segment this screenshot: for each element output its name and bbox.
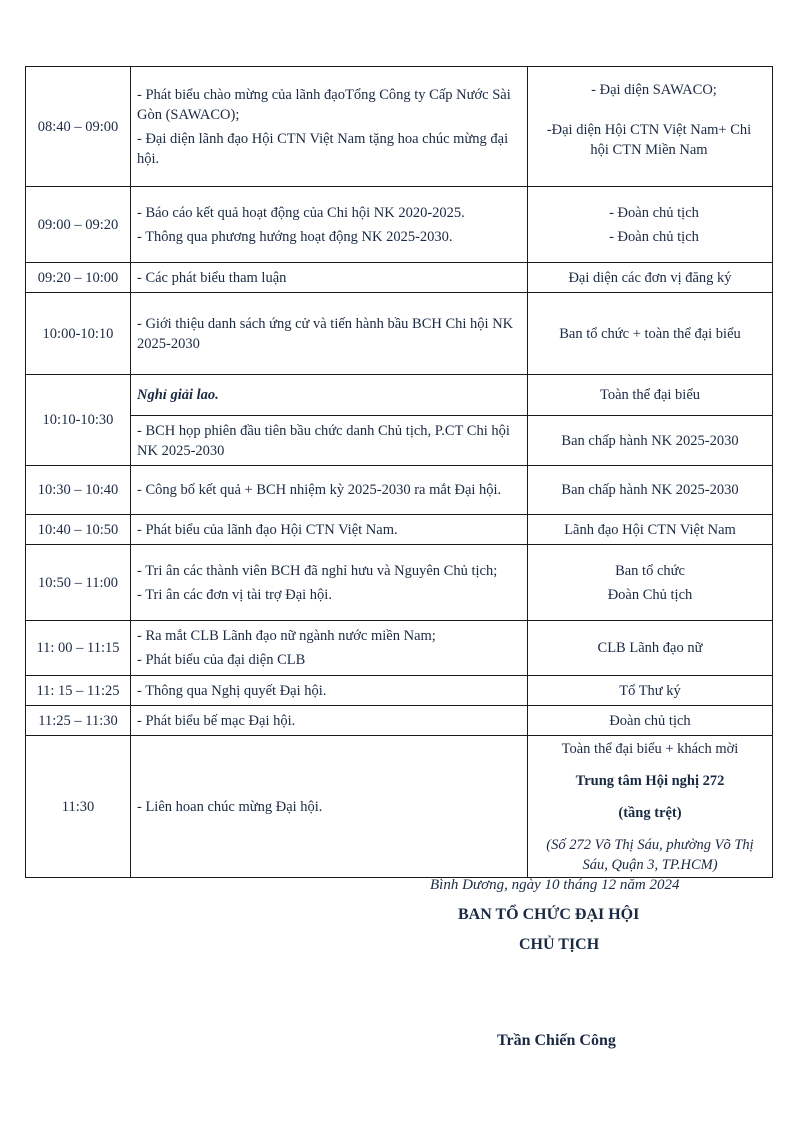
table-row: [26, 67, 773, 187]
time-cell: 10:50 – 11:00: [26, 545, 131, 621]
content-cell: Nghỉ giải lao.: [131, 375, 528, 416]
table-row: [26, 621, 773, 676]
content-cell: [131, 545, 528, 621]
responsible-cell: [528, 736, 773, 878]
signer-name: Trần Chiến Công: [497, 1032, 616, 1049]
resp-line: - Đoàn chủ tịch: [609, 228, 699, 245]
content-line: - Tri ân các thành viên BCH đã nghỉ hưu và Nguyên Chủ tịch;: [137, 562, 498, 579]
content-line: - Phát biểu của đại diện CLB: [137, 652, 306, 668]
table-row: [26, 676, 773, 706]
responsible-cell: Toàn thể đại biểu: [528, 375, 773, 416]
table-row: [26, 293, 773, 375]
table-row: [26, 736, 773, 878]
venue-name: Trung tâm Hội nghị 272: [575, 772, 725, 789]
responsible-cell: Ban chấp hành NK 2025-2030: [528, 416, 773, 466]
time-cell: 11: 00 – 11:15: [26, 621, 131, 676]
table-row: [26, 466, 773, 515]
table-row: [26, 375, 773, 416]
responsible-cell: Đại diện các đơn vị đăng ký: [528, 263, 773, 293]
responsible-cell: Đoàn chủ tịch: [528, 706, 773, 736]
content-cell: [131, 67, 528, 187]
responsible-cell: Lãnh đạo Hội CTN Việt Nam: [528, 515, 773, 545]
responsible-cell: CLB Lãnh đạo nữ: [528, 621, 773, 676]
content-line: - Tri ân các đơn vị tài trợ Đại hội.: [137, 586, 332, 603]
organizing-committee: BAN TỔ CHỨC ĐẠI HỘI: [458, 906, 640, 923]
resp-line: Ban tổ chức: [615, 562, 685, 579]
table-row: [26, 187, 773, 263]
venue-floor: (tầng trệt): [618, 804, 682, 821]
table-row: [26, 515, 773, 545]
time-cell: 11: 15 – 11:25: [26, 676, 131, 706]
content-cell: [131, 187, 528, 263]
responsible-cell: [528, 67, 773, 187]
responsible-cell: Ban tổ chức + toàn thể đại biểu: [528, 293, 773, 375]
content-cell: - Thông qua Nghị quyết Đại hội.: [131, 676, 528, 706]
content-line: - Thông qua phương hướng hoạt động NK 2025-2030.: [137, 228, 453, 245]
content-cell: - BCH họp phiên đầu tiên bầu chức danh Chủ tịch, P.CT Chi hội NK 2025-2030: [131, 416, 528, 466]
time-cell: 11:30: [26, 736, 131, 878]
table-row: [26, 416, 773, 466]
content-cell: - Các phát biểu tham luận: [131, 263, 528, 293]
content-cell: - Công bố kết quả + BCH nhiệm kỳ 2025-2030 ra mắt Đại hội.: [131, 466, 528, 515]
content-line: - Đại diện lãnh đạo Hội CTN Việt Nam tặng hoa chúc mừng đại hội.: [137, 130, 509, 167]
responsible-cell: Ban chấp hành NK 2025-2030: [528, 466, 773, 515]
venue-address: (Số 272 Võ Thị Sáu, phường Võ Thị Sáu, Quận 3, TP.HCM): [546, 836, 754, 873]
table-row: [26, 706, 773, 736]
time-cell: 10:40 – 10:50: [26, 515, 131, 545]
time-cell: 09:20 – 10:00: [26, 263, 131, 293]
resp-line: - Đại diện SAWACO;: [591, 81, 717, 98]
responsible-cell: [528, 187, 773, 263]
responsible-cell: [528, 545, 773, 621]
content-line: - Báo cáo kết quả hoạt động của Chi hội NK 2020-2025.: [137, 204, 465, 221]
signer-title: CHỦ TỊCH: [519, 936, 600, 953]
signing-date: Bình Dương, ngày 10 tháng 12 năm 2024: [430, 877, 680, 893]
agenda-table: [25, 66, 773, 878]
resp-line: -Đại diện Hội CTN Việt Nam+ Chi hội CTN Miền Nam: [546, 121, 752, 158]
content-cell: - Liên hoan chúc mừng Đại hội.: [131, 736, 528, 878]
resp-line: Đoàn Chủ tịch: [607, 586, 693, 603]
time-cell: 11:25 – 11:30: [26, 706, 131, 736]
content-cell: [131, 621, 528, 676]
resp-line: Toàn thể đại biểu + khách mời: [561, 740, 739, 757]
time-cell: 10:10-10:30: [26, 375, 131, 466]
table-row: [26, 545, 773, 621]
content-cell: - Phát biểu của lãnh đạo Hội CTN Việt Nam.: [131, 515, 528, 545]
resp-line: - Đoàn chủ tịch: [609, 204, 699, 221]
responsible-cell: Tổ Thư ký: [528, 676, 773, 706]
time-cell: 09:00 – 09:20: [26, 187, 131, 263]
time-cell: 08:40 – 09:00: [26, 67, 131, 187]
time-cell: 10:00-10:10: [26, 293, 131, 375]
table-row: [26, 263, 773, 293]
content-cell: - Giới thiệu danh sách ứng cử và tiến hành bầu BCH Chi hội NK 2025-2030: [131, 293, 528, 375]
content-line: - Phát biểu chào mừng của lãnh đạoTổng Công ty Cấp Nước Sài Gòn (SAWACO);: [137, 86, 511, 123]
content-cell: - Phát biểu bế mạc Đại hội.: [131, 706, 528, 736]
content-line: - Ra mắt CLB Lãnh đạo nữ ngành nước miền Nam;: [137, 628, 436, 644]
time-cell: 10:30 – 10:40: [26, 466, 131, 515]
